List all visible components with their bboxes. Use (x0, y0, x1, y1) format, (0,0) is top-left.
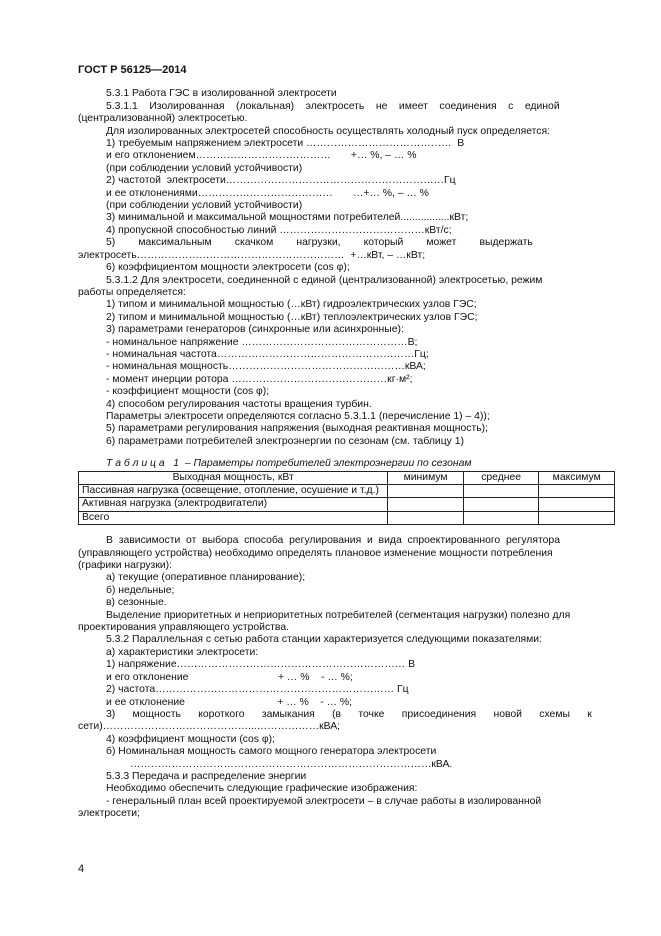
table-cell (463, 511, 539, 524)
list-item: - момент инерции ротора ………………………………………кг·м²; (106, 373, 413, 385)
paragraph-line: (централизованной) электросетью. (78, 113, 248, 125)
paragraph-line: 5.3.1.1 Изолированная (локальная) электросеть не имеет соединения с единой (106, 100, 560, 112)
list-item: 2) частота…………………………………………………………… Гц (106, 684, 409, 696)
table-cell (388, 511, 464, 524)
paragraph-line: 5.3.1.2 Для электросети, соединенной с единой (централизованной) электросетью, режим (106, 274, 543, 286)
list-item: сети)……………………………………...………………кВА; (78, 721, 341, 733)
list-item: 4) способом регулирования частоты вращения турбин. (106, 398, 372, 410)
list-item: 3) параметрами генераторов (синхронные или асинхронные): (106, 324, 404, 336)
column-header: среднее (463, 471, 539, 484)
list-item: электросети; (78, 808, 140, 820)
list-item: ……………………………………………………………………………кВА. (130, 758, 453, 770)
table-cell (388, 498, 464, 511)
list-item: (при соблюдении условий устойчивости) (106, 162, 303, 174)
table-cell (539, 498, 615, 511)
document-header: ГОСТ Р 56125—2014 (78, 64, 187, 76)
table-cell: Всего (79, 511, 388, 524)
list-item: 6) коэффициентом мощности электросети (cos φ); (106, 262, 350, 274)
list-item: 2) частотой электросети………………………………………………………Гц (106, 175, 456, 187)
table-caption: Т а б л и ц а 1 – Параметры потребителей электроэнергии по сезонам (106, 458, 472, 470)
table-cell (463, 485, 539, 498)
list-item: - номинальная частота…………………………………………………Гц; (106, 348, 429, 360)
table-cell: Активная нагрузка (электродвигатели) (79, 498, 388, 511)
column-header: Выходная мощность, кВт (79, 471, 388, 484)
list-item: электросеть…………………………………………………… +…кВт, – …кВт; (78, 249, 426, 261)
list-item: в) сезонные. (106, 597, 167, 609)
list-item: а) характеристики электросети: (106, 646, 259, 658)
table-cell (539, 485, 615, 498)
paragraph-line: Для изолированных электросетей способность осуществлять холодный пуск определяется: (106, 125, 551, 137)
list-item: 3) минимальной и максимальной мощностями потребителей.................кВт; (106, 212, 469, 224)
table-row (79, 485, 615, 498)
table-cell: Пассивная нагрузка (освещение, отопление, осушение и т.д.) (79, 485, 388, 498)
list-item: б) Номинальная мощность самого мощного генератора электросети (106, 746, 437, 758)
page-number: 4 (78, 863, 85, 875)
paragraph-line: Параметры электросети определяются согласно 5.3.1.1 (перечисление 1) – 4)); (106, 410, 490, 422)
section-heading: 5.3.2 Параллельная с сетью работа станции характеризуется следующими показателями: (106, 634, 542, 646)
list-item: - номинальная мощность……………………………………………кВА; (106, 361, 426, 373)
list-item: 4) пропускной способностью линий ……………………………………кВт/с; (106, 224, 452, 236)
list-item: и ее отклонение + … % - … %; (106, 696, 353, 708)
list-item: - номинальное напряжение …………………………………………В; (106, 336, 418, 348)
consumer-parameters-table (78, 471, 615, 526)
paragraph-line: Выделение приоритетных и неприоритетных потребителей (сегментация нагрузки) полезно для (106, 609, 571, 621)
list-item: и ее отклонениями………………………………… …+… %, – … % (106, 187, 429, 199)
paragraph-line: В зависимости от выбора способа регулирования и вида спроектированного регулятора (106, 535, 560, 547)
paragraph-line: работы определяется: (78, 286, 186, 298)
table-cell (388, 485, 464, 498)
list-item: 5) максимальным скачком нагрузки, который может выдержать (106, 237, 533, 249)
list-item: а) текущие (оперативное планирование); (106, 572, 306, 584)
paragraph-line: (графики нагрузки): (78, 560, 173, 572)
list-item: и его отклонение + … % - … %; (106, 671, 353, 683)
table-cell (539, 511, 615, 524)
list-item: 1) типом и минимальной мощностью (…кВт) гидроэлектрических узлов ГЭС; (106, 299, 477, 311)
paragraph-line: (управляющего устройства) необходимо определять плановое изменение мощности потребления (78, 547, 553, 559)
table-row (79, 498, 615, 511)
list-item: 4) коэффициент мощности (cos φ); (106, 733, 275, 745)
table-row (79, 511, 615, 524)
paragraph-line: Необходимо обеспечить следующие графические изображения: (106, 783, 418, 795)
list-item: 1) требуемым напряжением электросети …………………………………… В (106, 138, 465, 150)
table-cell (463, 498, 539, 511)
list-item: 2) типом и минимальной мощностью (…кВт) теплоэлектрических узлов ГЭС; (106, 311, 478, 323)
column-header: максимум (539, 471, 615, 484)
list-item: б) недельные; (106, 584, 175, 596)
list-item: 1) напряжение………………………………………………………… В (106, 659, 416, 671)
list-item: 6) параметрами потребителей электроэнергии по сезонам (см. таблицу 1) (106, 435, 464, 447)
table-header-row (79, 471, 615, 484)
list-item: - коэффициент мощности (cos φ); (106, 386, 270, 398)
list-item: и его отклонением………………………………… +… %, – … % (106, 150, 417, 162)
list-item: 5) параметрами регулирования напряжения (выходная реактивная мощность); (106, 423, 488, 435)
paragraph-line: проектирования управляющего устройства. (78, 622, 289, 634)
list-item: - генеральный план всей проектируемой электросети – в случае работы в изолированной (106, 795, 542, 807)
section-heading: 5.3.1 Работа ГЭС в изолированной электросети (106, 88, 337, 100)
list-item: 3) мощность короткого замыкания (в точке присоединения новой схемы к (106, 708, 592, 720)
column-header: минимум (388, 471, 464, 484)
section-heading: 5.3.3 Передача и распределение энергии (106, 770, 307, 782)
list-item: (при соблюдении условий устойчивости) (106, 200, 303, 212)
